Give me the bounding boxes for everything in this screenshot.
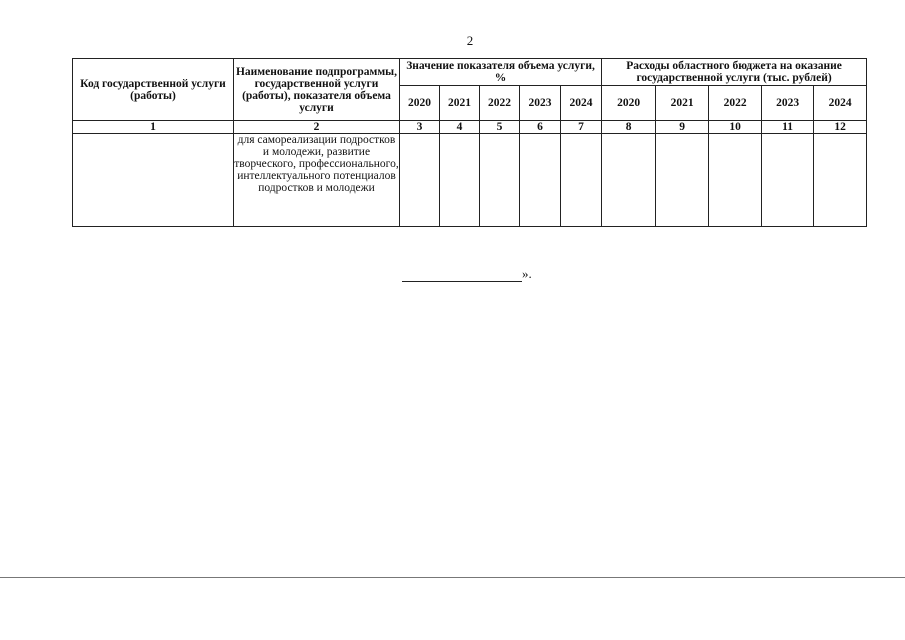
- column-number: 6: [520, 121, 561, 134]
- expense-year: 2023: [762, 86, 814, 121]
- row-code-cell: [73, 134, 234, 227]
- header-name: Наименование подпрограммы, государственной услуги (работы), показателя объема услуги: [234, 59, 400, 121]
- column-number: 2: [234, 121, 400, 134]
- column-number: 9: [656, 121, 709, 134]
- row-value-cell: [520, 134, 561, 227]
- expense-year: 2024: [814, 86, 867, 121]
- header-indicator-group: Значение показателя объема услуги, %: [400, 59, 602, 86]
- indicator-year: 2022: [480, 86, 520, 121]
- row-value-cell: [602, 134, 656, 227]
- page-number: 2: [466, 33, 474, 48]
- column-number: 4: [440, 121, 480, 134]
- column-number: 8: [602, 121, 656, 134]
- page-bottom-divider: [0, 577, 905, 578]
- indicator-year: 2024: [561, 86, 602, 121]
- closing-quote: ».: [522, 266, 532, 281]
- expense-year: 2021: [656, 86, 709, 121]
- indicator-year: 2021: [440, 86, 480, 121]
- signature-underline: [402, 269, 522, 282]
- header-code: Код государственной услуги (работы): [73, 59, 234, 121]
- column-number: 10: [709, 121, 762, 134]
- indicator-year: 2023: [520, 86, 561, 121]
- row-value-cell: [814, 134, 867, 227]
- indicator-year: 2020: [400, 86, 440, 121]
- header-expense-group: Расходы областного бюджета на оказание государственной услуги (тыс. рублей): [602, 59, 867, 86]
- expense-year: 2022: [709, 86, 762, 121]
- closing-mark: [402, 266, 532, 282]
- service-table: [72, 58, 867, 227]
- table-row: [73, 134, 867, 227]
- column-number: 12: [814, 121, 867, 134]
- column-number: 7: [561, 121, 602, 134]
- row-name-cell: для самореализации подростков и молодежи, развитие творческого, профессионального, интеллектуального потенциалов подростков и молодежи: [234, 134, 400, 227]
- row-value-cell: [561, 134, 602, 227]
- column-number: 1: [73, 121, 234, 134]
- row-value-cell: [440, 134, 480, 227]
- row-value-cell: [480, 134, 520, 227]
- row-value-cell: [400, 134, 440, 227]
- column-number: 11: [762, 121, 814, 134]
- column-number: 3: [400, 121, 440, 134]
- row-value-cell: [762, 134, 814, 227]
- column-number: 5: [480, 121, 520, 134]
- expense-year: 2020: [602, 86, 656, 121]
- row-value-cell: [709, 134, 762, 227]
- row-value-cell: [656, 134, 709, 227]
